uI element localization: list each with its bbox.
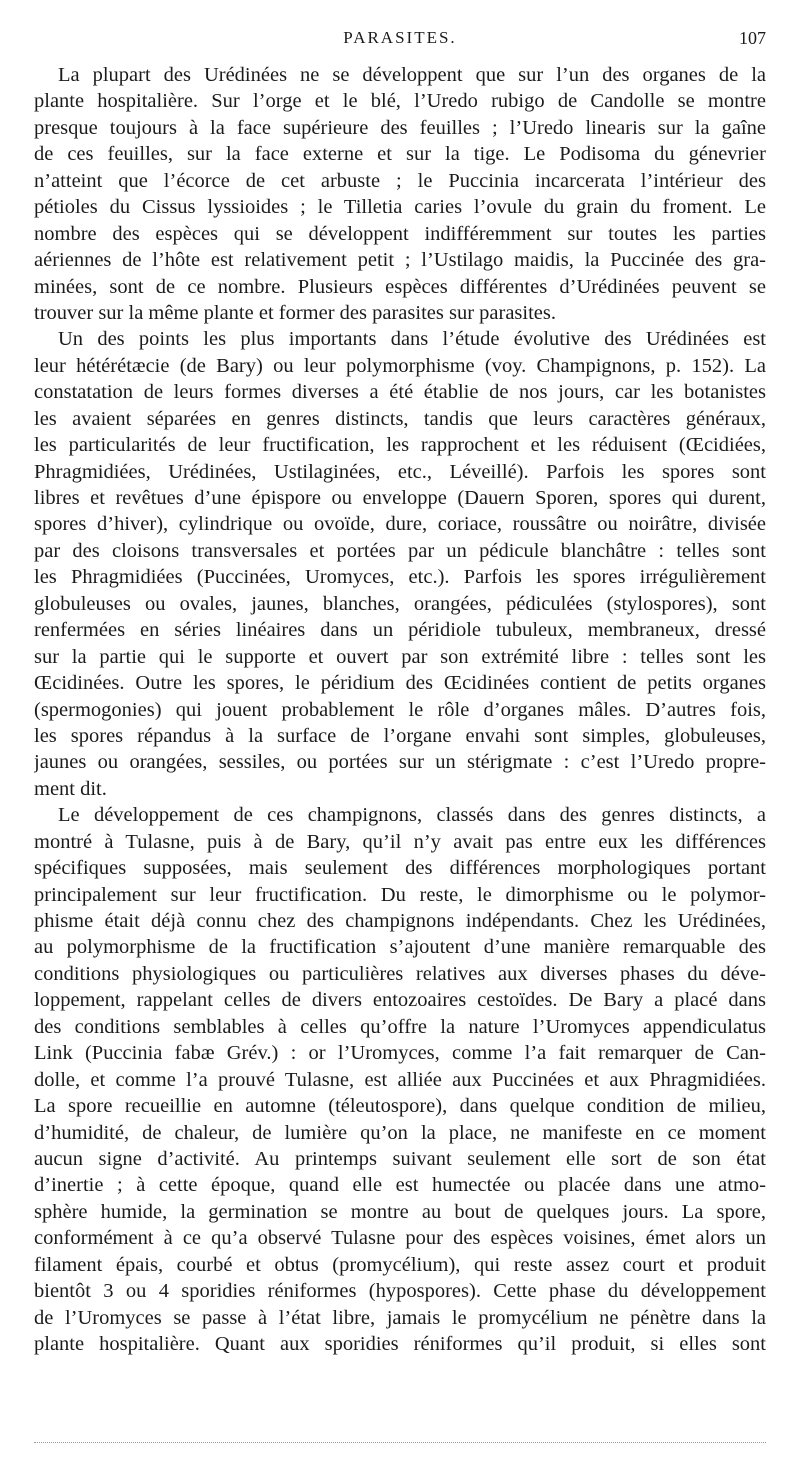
text-line: d’inertie ; à cette époque, quand elle est humectée ou placée dans une atmo- [34, 1174, 766, 1197]
text-line: montré à Tulasne, puis à de Bary, qu’il n’y avait pas entre eux les différences [34, 830, 766, 853]
text-line: trouver sur la même plante et former des parasites sur parasites. [34, 301, 556, 324]
text-line: les avaient séparées en genres distincts, tandis que leurs caractères généraux, [34, 407, 766, 430]
text-line: dolle, et comme l’a prouvé Tulasne, est alliée aux Puccinées et aux Phragmidiées. [34, 1068, 766, 1091]
bottom-scan-noise [34, 1442, 766, 1443]
body-text [34, 62, 766, 1357]
text-line: ment dit. [34, 777, 107, 800]
text-line: aériennes de l’hôte est relativement petit ; l’Ustilago maidis, la Puccinée des gra- [34, 249, 766, 272]
text-line: globuleuses ou ovales, jaunes, blanches, orangées, pédiculées (stylospores), sont [34, 592, 766, 615]
text-line: de ces feuilles, sur la face externe et sur la tige. Le Podisoma du génevrier [34, 143, 766, 166]
text-line: Phragmidiées, Urédinées, Ustilaginées, etc., Léveillé). Parfois les spores sont [34, 460, 766, 483]
text-line: n’atteint que l’écorce de cet arbuste ; le Puccinia incarcerata l’intérieur des [34, 169, 766, 192]
text-line: conditions physiologiques ou particulières relatives aux diverses phases du déve- [34, 962, 766, 985]
text-line: (spermogonies) qui jouent probablement le rôle d’organes mâles. D’autres fois, [34, 698, 766, 721]
text-line: d’humidité, de chaleur, de lumière qu’on la place, ne manifeste en ce moment [34, 1121, 766, 1144]
text-line: phisme était déjà connu chez des champignons indépendants. Chez les Urédinées, [34, 910, 766, 932]
text-line: bientôt 3 ou 4 sporidies réniformes (hypospores). Cette phase du développement [34, 1280, 766, 1303]
text-line: par des cloisons transversales et portées par un pédicule blanchâtre : telles sont [34, 539, 766, 562]
text-line: principalement sur leur fructification. Du reste, le dimorphisme ou le polymor- [34, 883, 766, 906]
text-line: les spores répandus à la surface de l’organe envahi sont simples, globuleuses, [34, 724, 766, 747]
text-line: filament épais, courbé et obtus (promycélium), qui reste assez court et produit [34, 1253, 766, 1276]
text-line: plante hospitalière. Quant aux sporidies réniformes qu’il produit, si elles sont [34, 1333, 766, 1355]
text-line: plante hospitalière. Sur l’orge et le blé, l’Uredo rubigo de Candolle se montre [34, 90, 766, 113]
text-line: conformément à ce qu’a observé Tulasne pour des espèces voisines, émet alors un [34, 1227, 766, 1250]
text-line: minées, sont de ce nombre. Plusieurs espèces différentes d’Urédinées peuvent se [34, 275, 766, 298]
running-title: PARASITES. [343, 28, 457, 47]
page-number: 107 [739, 28, 766, 48]
text-line: La plupart des Urédinées ne se développent que sur l’un des organes de la [58, 64, 766, 86]
text-line: presque toujours à la face supérieure des feuilles ; l’Uredo linearis sur la gaîne [34, 116, 766, 139]
text-line: sphère humide, la germination se montre au bout de quelques jours. La spore, [34, 1200, 766, 1223]
text-line: les particularités de leur fructification, les rapprochent et les réduisent (Œcidiées, [34, 434, 766, 457]
text-line: spores d’hiver), cylindrique ou ovoïde, dure, coriace, roussâtre ou noirâtre, divisée [34, 513, 766, 536]
text-line: pétioles du Cissus lyssioides ; le Tilletia caries l’ovule du grain du froment. Le [34, 196, 766, 219]
text-line: nombre des espèces qui se développent indifféremment sur toutes les parties [34, 222, 766, 245]
text-line: libres et revêtues d’une épispore ou enveloppe (Dauern Sporen, spores qui durent, [34, 487, 766, 509]
text-line: loppement, rappelant celles de divers entozoaires cestoïdes. De Bary a placé dans [34, 989, 766, 1012]
text-line: Un des points les plus importants dans l’étude évolutive des Urédinées est [58, 328, 766, 351]
text-line: spécifiques supposées, mais seulement des différences morphologiques portant [34, 857, 766, 880]
text-line: jaunes ou orangées, sessiles, ou portées sur un stérigmate : c’est l’Uredo propre- [34, 751, 766, 774]
text-line: Le développement de ces champignons, classés dans des genres distincts, a [58, 804, 766, 827]
text-line: les Phragmidiées (Puccinées, Uromyces, etc.). Parfois les spores irrégulièrement [34, 566, 766, 589]
text-line: sur la partie qui le supporte et ouvert par son extrémité libre : telles sont les [34, 645, 766, 668]
text-line: constatation de leurs formes diverses a été établie de nos jours, car les botanistes [34, 381, 766, 404]
text-line: Link (Puccinia fabæ Grév.) : or l’Uromyces, comme l’a fait remarquer de Can- [34, 1042, 766, 1065]
text-line: renfermées en séries linéaires dans un péridiole tubuleux, membraneux, dressé [34, 619, 766, 642]
text-line: aucun signe d’activité. Au printemps suivant seulement elle sort de son état [34, 1147, 766, 1170]
page-header [34, 28, 766, 52]
text-line: Œcidinées. Outre les spores, le péridium des Œcidinées contient de petits organes [34, 672, 766, 695]
text-line: des conditions semblables à celles qu’offre la nature l’Uromyces appendiculatus [34, 1015, 766, 1038]
text-line: La spore recueillie en automne (téleutospore), dans quelque condition de milieu, [34, 1095, 766, 1118]
text-line: au polymorphisme de la fructification s’ajoutent d’une manière remarquable des [34, 936, 766, 959]
text-line: leur hétérétæcie (de Bary) ou leur polymorphisme (voy. Champignons, p. 152). La [34, 354, 766, 377]
text-line: de l’Uromyces se passe à l’état libre, jamais le promycélium ne pénètre dans la [34, 1306, 766, 1329]
